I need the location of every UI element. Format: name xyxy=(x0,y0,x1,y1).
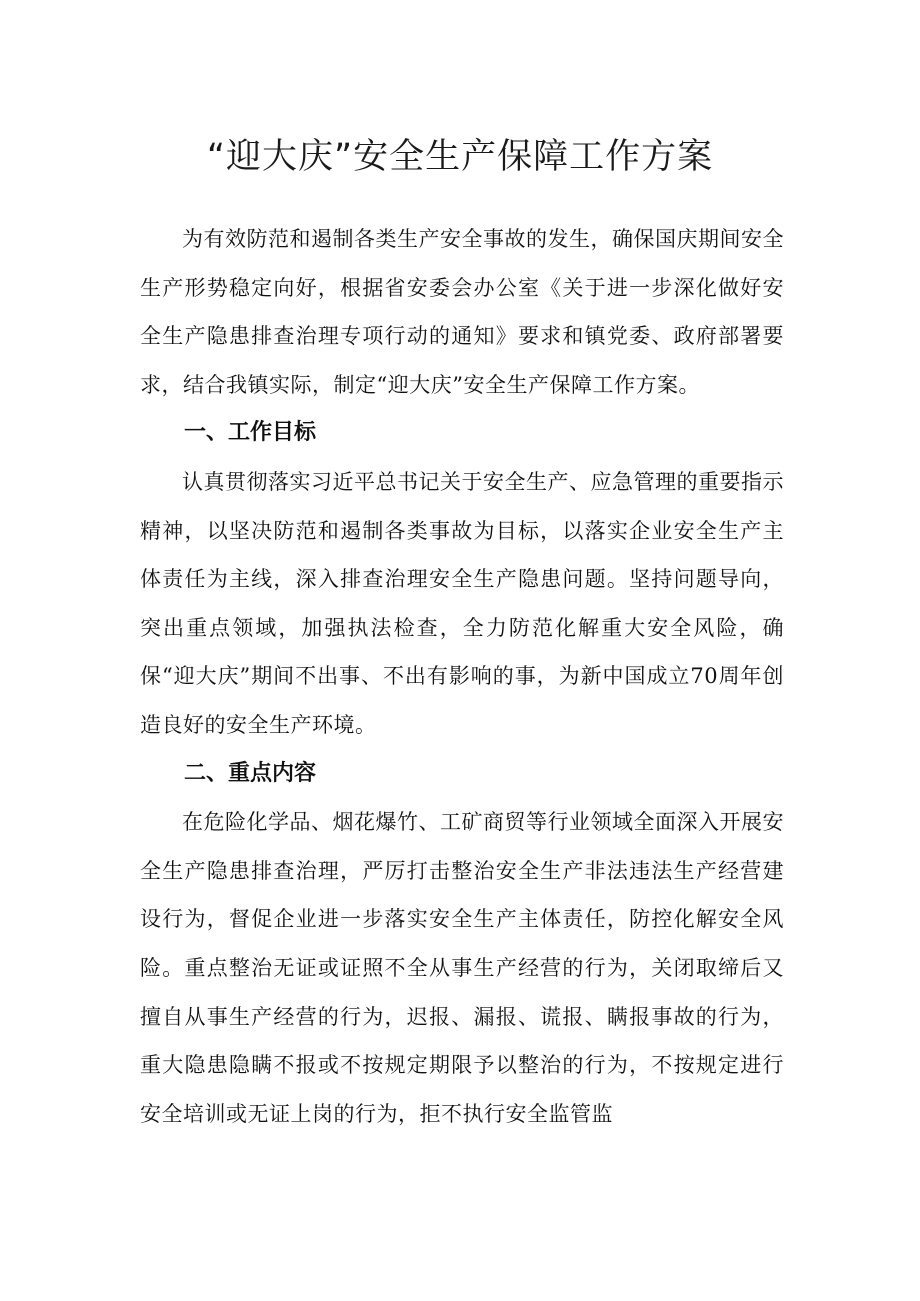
key-content-paragraph: 在危险化学品、烟花爆竹、工矿商贸等行业领域全面深入开展安全生产隐患排查治理，严厉打击整治安全生产非法违法生产经营建设行为，督促企业进一步落实安全生产主体责任，防控化解安全风险。重点整治无证或证照不全从事生产经营的行为，关闭取缔后又擅自从事生产经营的行为，迟报、漏报、谎报、瞒报事故的行为，重大隐患隐瞒不报或不按规定期限予以整治的行为，不按规定进行安全培训或无证上岗的行为，拒不执行安全监管监 xyxy=(140,810,784,1126)
document-body xyxy=(140,215,784,1138)
section-heading-key-content: 二、重点内容 xyxy=(184,760,317,786)
goals-paragraph: 认真贯彻落实习近平总书记关于安全生产、应急管理的重要指示精神，以坚决防范和遏制各类事故为目标，以落实企业安全生产主体责任为主线，深入排查治理安全生产隐患问题。坚持问题导向，突出重点领域，加强执法检查，全力防范化解重大安全风险，确保“迎大庆”期间不出事、不出有影响的事，为新中国成立70周年创造良好的安全生产环境。 xyxy=(140,469,784,737)
document-title: “迎大庆”安全生产保障工作方案 xyxy=(206,137,714,177)
section-heading-goals: 一、工作目标 xyxy=(184,420,317,446)
intro-paragraph: 为有效防范和遏制各类生产安全事故的发生，确保国庆期间安全生产形势稳定向好，根据省安委会办公室《关于进一步深化做好安全生产隐患排查治理专项行动的通知》要求和镇党委、政府部署要求，结合我镇实际，制定“迎大庆”安全生产保障工作方案。 xyxy=(140,227,784,397)
